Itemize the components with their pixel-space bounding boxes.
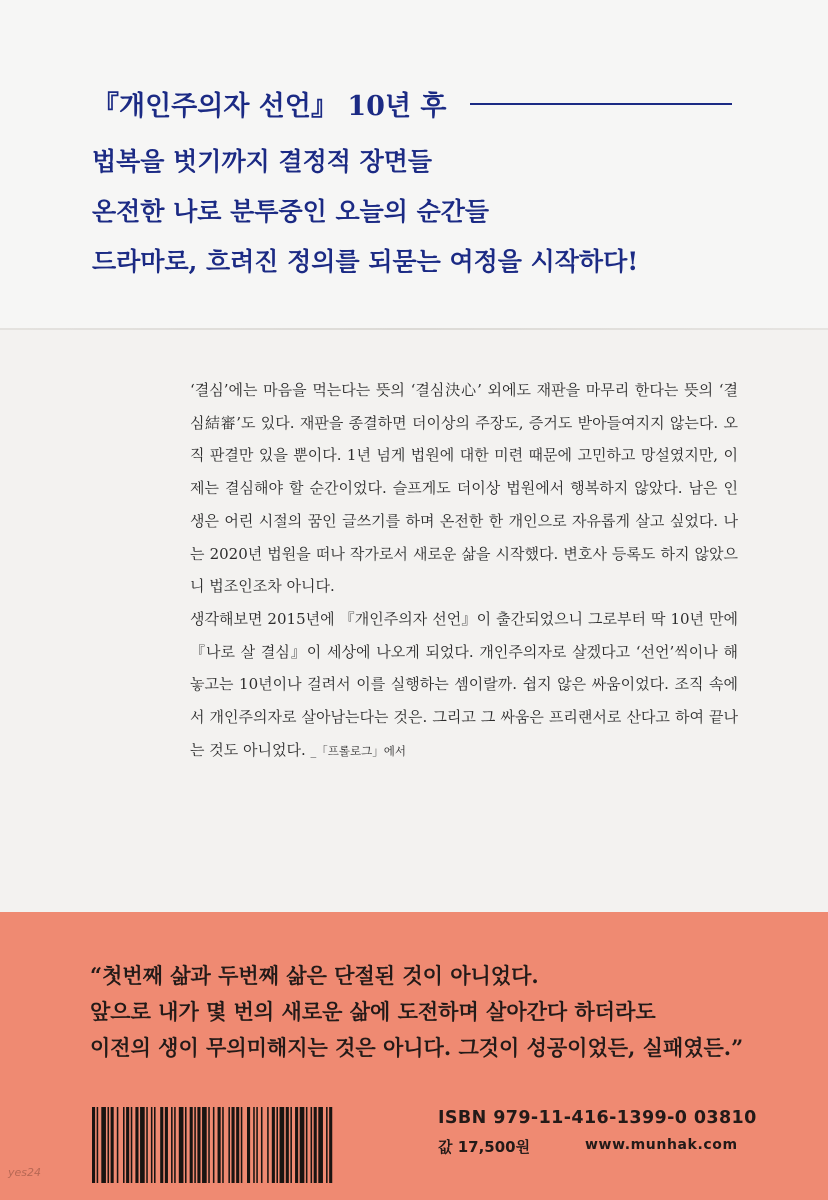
headline-line-3: 드라마로, 흐려진 정의를 되묻는 여정을 시작하다! bbox=[92, 247, 639, 276]
headline-line-2: 온전한 나로 분투중인 오늘의 순간들 bbox=[92, 197, 490, 226]
price-label: 값 17,500원 bbox=[438, 1138, 531, 1156]
quote-line-3: 이전의 생이 무의미해지는 것은 아니다. 그것이 성공이었든, 실패였든.” bbox=[90, 1035, 744, 1060]
quote-line-1: “첫번째 삶과 두번째 삶은 단절된 것이 아니었다. bbox=[90, 963, 539, 988]
prologue-excerpt bbox=[190, 374, 738, 767]
headline-line-1: 법복을 벗기까지 결정적 장면들 bbox=[92, 147, 433, 176]
excerpt-paragraph-1: ‘결심’에는 마음을 먹는다는 뜻의 ‘결심決心’ 외에도 재판을 마무리 한다는 뜻의 ‘결심結審’도 있다. 재판을 종결하면 더이상의 주장도, 증거도 받아들여지지 않는다. 오직 판결만 있을 뿐이다. 1년 넘게 법원에 대한 미련 때문에 고민하고 망설였지만, 이제는 결심해야 할 순간이었다. 슬프게도 더이상 법원에서 행복하지 않았다. 남은 인생은 어린 시절의 꿈인 글쓰기를 하며 온전한 한 개인으로 자유롭게 살고 싶었다. 나는 2020년 법원을 떠나 작가로서 새로운 삶을 시작했다. 변호사 등록도 하지 않았으니 법조인조차 아니다. bbox=[190, 381, 738, 596]
isbn-number: ISBN 979-11-416-1399-0 03810 bbox=[438, 1108, 757, 1128]
barcode bbox=[92, 1107, 410, 1183]
excerpt-paragraph-2-text: 생각해보면 2015년에 『개인주의자 선언』이 출간되었으니 그로부터 딱 10년 만에 『나로 살 결심』이 세상에 나오게 되었다. 개인주의자로 살겠다고 ‘선언’씩이나 해놓고는 10년이나 걸려서 이를 실행하는 셈이랄까. 쉽지 않은 싸움이었다. 조직 속에서 개인주의자로 살아남는다는 것은. 그리고 그 싸움은 프리랜서로 산다고 하여 끝나는 것도 아니었다. bbox=[190, 609, 738, 759]
title-rule-divider bbox=[470, 103, 732, 105]
yes24-watermark: yes24 bbox=[8, 1166, 42, 1179]
excerpt-paragraph-2 bbox=[190, 603, 738, 768]
excerpt-source: _「프롤로그」에서 bbox=[310, 743, 406, 758]
quote-line-2: 앞으로 내가 몇 번의 새로운 삶에 도전하며 살아간다 하더라도 bbox=[90, 999, 656, 1024]
publisher-website: www.munhak.com bbox=[585, 1137, 738, 1153]
book-series-title: 『개인주의자 선언』 10년 후 bbox=[92, 91, 447, 122]
